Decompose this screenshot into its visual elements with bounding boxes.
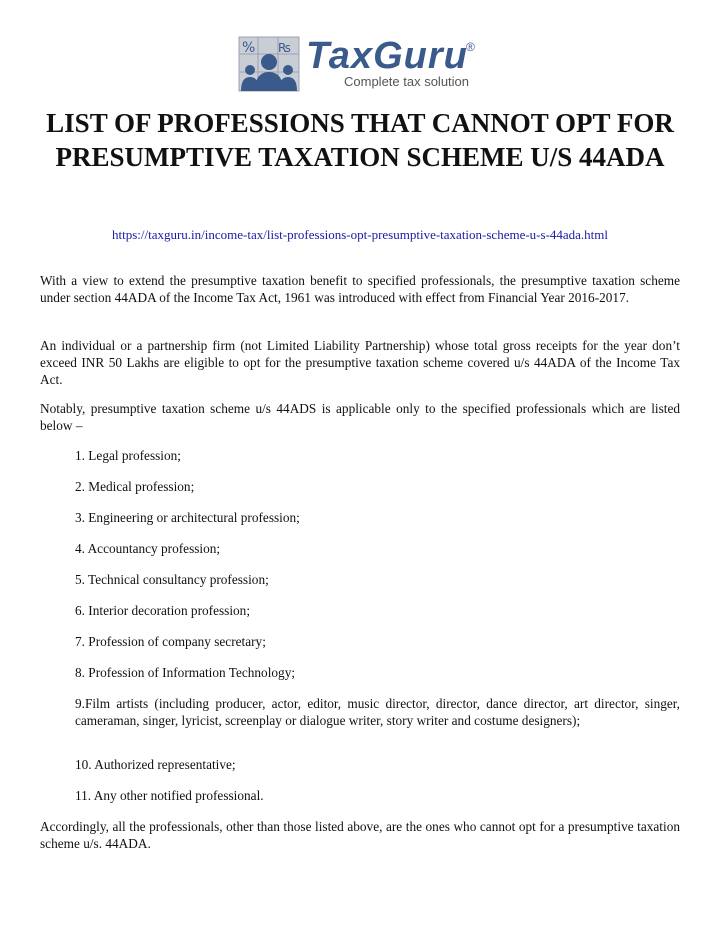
list-item: 9.Film artists (including producer, actor, editor, music director, director, dance director, art director, singer, cameraman, singer, lyricist, screenplay or dialogue writer, story writer and costume designers); [75, 696, 680, 728]
logo-percent-glyph: % [242, 40, 256, 56]
logo-emblem-icon [238, 36, 300, 92]
list-item: 5. Technical consultancy profession; [75, 572, 269, 587]
list-item: 8. Profession of Information Technology; [75, 665, 296, 680]
conclusion-paragraph: Accordingly, all the professionals, other than those listed above, are the ones who cannot opt for a presumptive taxation scheme u/s. 44ADA. [40, 819, 680, 851]
list-item: 7. Profession of company secretary; [75, 634, 266, 649]
list-item: 6. Interior decoration profession; [75, 603, 251, 618]
eligibility-paragraph: An individual or a partnership firm (not Limited Liability Partnership) whose total gross receipts for the year don’t exceed INR 50 Lakhs are eligible to opt for the presumptive taxation scheme covered u/s 44ADA of the Income Tax Act. [40, 338, 680, 387]
page-title: LIST OF PROFESSIONS THAT CANNOT OPT FOR PRESUMPTIVE TAXATION SCHEME U/S 44ADA [46, 108, 674, 172]
source-link[interactable]: https://taxguru.in/income-tax/list-professions-opt-presumptive-taxation-scheme-u-s-44ada.html [111, 227, 609, 242]
intro-paragraph: With a view to extend the presumptive taxation benefit to specified professionals, the presumptive taxation scheme under section 44ADA of the Income Tax Act, 1961 was introduced with effect from Financial Year 2016-2017. [40, 273, 680, 305]
logo-wordmark: TaxGuru [306, 35, 468, 77]
notably-paragraph: Notably, presumptive taxation scheme u/s 44ADS is applicable only to the specified professionals which are listed below – [40, 401, 680, 433]
list-item: 2. Medical profession; [75, 479, 195, 494]
logo-registered-mark: ® [466, 40, 475, 54]
list-item: 10. Authorized representative; [75, 757, 236, 772]
logo-tagline: Complete tax solution [344, 74, 470, 89]
list-item: 3. Engineering or architectural profession; [75, 510, 300, 525]
list-item: 4. Accountancy profession; [75, 541, 221, 556]
list-item: 11. Any other notified professional. [75, 788, 264, 803]
list-item: 1. Legal profession; [75, 448, 181, 463]
taxguru-logo [238, 34, 488, 94]
logo-rupee-glyph: ₨ [278, 41, 291, 55]
